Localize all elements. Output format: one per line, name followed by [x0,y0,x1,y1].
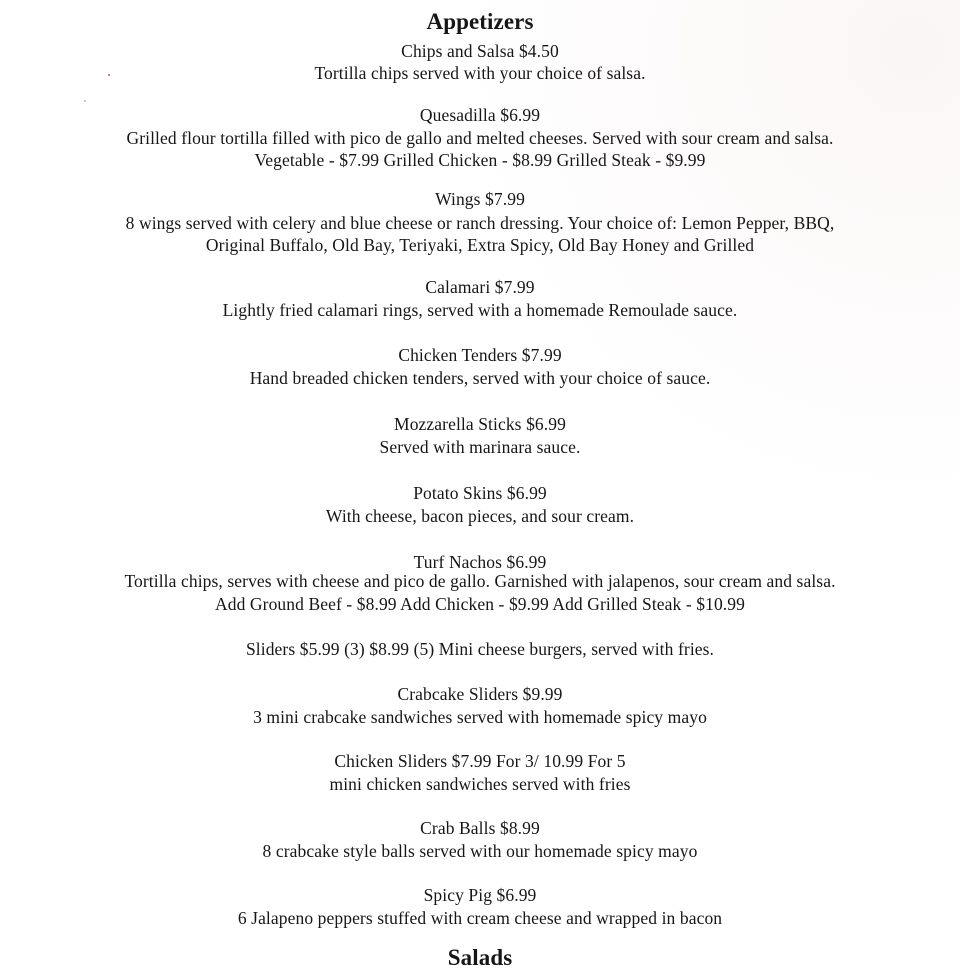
item-description-mozzarella-sticks: Served with marinara sauce. [379,437,581,457]
item-description-crabcake-sliders: 3 mini crabcake sandwiches served with homemade spicy mayo [253,707,707,727]
item-options-turf-nachos: Add Ground Beef - $8.99 Add Chicken - $9.99 Add Grilled Steak - $10.99 [215,594,745,614]
item-description-quesadilla: Grilled flour tortilla filled with pico de gallo and melted cheeses. Served with sour cream and salsa. [126,128,834,148]
item-description-chips-and-salsa: Tortilla chips served with your choice of salsa. [314,63,646,83]
item-description-chicken-tenders: Hand breaded chicken tenders, served with your choice of sauce. [249,368,711,388]
item-title-crab-balls: Crab Balls $8.99 [420,818,540,838]
item-title-spicy-pig: Spicy Pig $6.99 [423,885,537,905]
item-flavors-wings: Original Buffalo, Old Bay, Teriyaki, Extra Spicy, Old Bay Honey and Grilled [205,235,755,255]
item-title-mozzarella-sticks: Mozzarella Sticks $6.99 [394,414,566,434]
item-description-crab-balls: 8 crabcake style balls served with our homemade spicy mayo [262,841,698,861]
item-title-quesadilla: Quesadilla $6.99 [419,105,541,125]
item-title-crabcake-sliders: Crabcake Sliders $9.99 [397,684,563,704]
item-description-turf-nachos: Tortilla chips, serves with cheese and pico de gallo. Garnished with jalapenos, sour cream and salsa. [124,571,836,591]
item-title-wings: Wings $7.99 [435,189,525,209]
item-description-calamari: Lightly fried calamari rings, served with a homemade Remoulade sauce. [222,300,738,320]
item-title-turf-nachos: Turf Nachos $6.99 [413,552,547,572]
item-title-chicken-sliders: Chicken Sliders $7.99 For 3/ 10.99 For 5 [334,751,626,771]
item-title-calamari: Calamari $7.99 [425,277,535,297]
item-options-quesadilla: Vegetable - $7.99 Grilled Chicken - $8.99 Grilled Steak - $9.99 [254,150,706,170]
item-title-potato-skins: Potato Skins $6.99 [413,483,547,503]
section-heading-salads: Salads [447,945,513,970]
section-heading-appetizers: Appetizers [426,9,534,34]
item-description-spicy-pig: 6 Jalapeno peppers stuffed with cream cheese and wrapped in bacon [237,908,723,928]
item-description-potato-skins: With cheese, bacon pieces, and sour cream. [325,506,635,526]
paper-speck [84,100,86,102]
item-title-sliders: Sliders $5.99 (3) $8.99 (5) Mini cheese burgers, served with fries. [245,639,715,659]
item-title-chips-and-salsa: Chips and Salsa $4.50 [401,41,559,61]
item-description-wings: 8 wings served with celery and blue cheese or ranch dressing. Your choice of: Lemon Pepper, BBQ, [125,213,835,233]
item-title-chicken-tenders: Chicken Tenders $7.99 [398,345,562,365]
item-description-chicken-sliders: mini chicken sandwiches served with fries [329,774,631,794]
